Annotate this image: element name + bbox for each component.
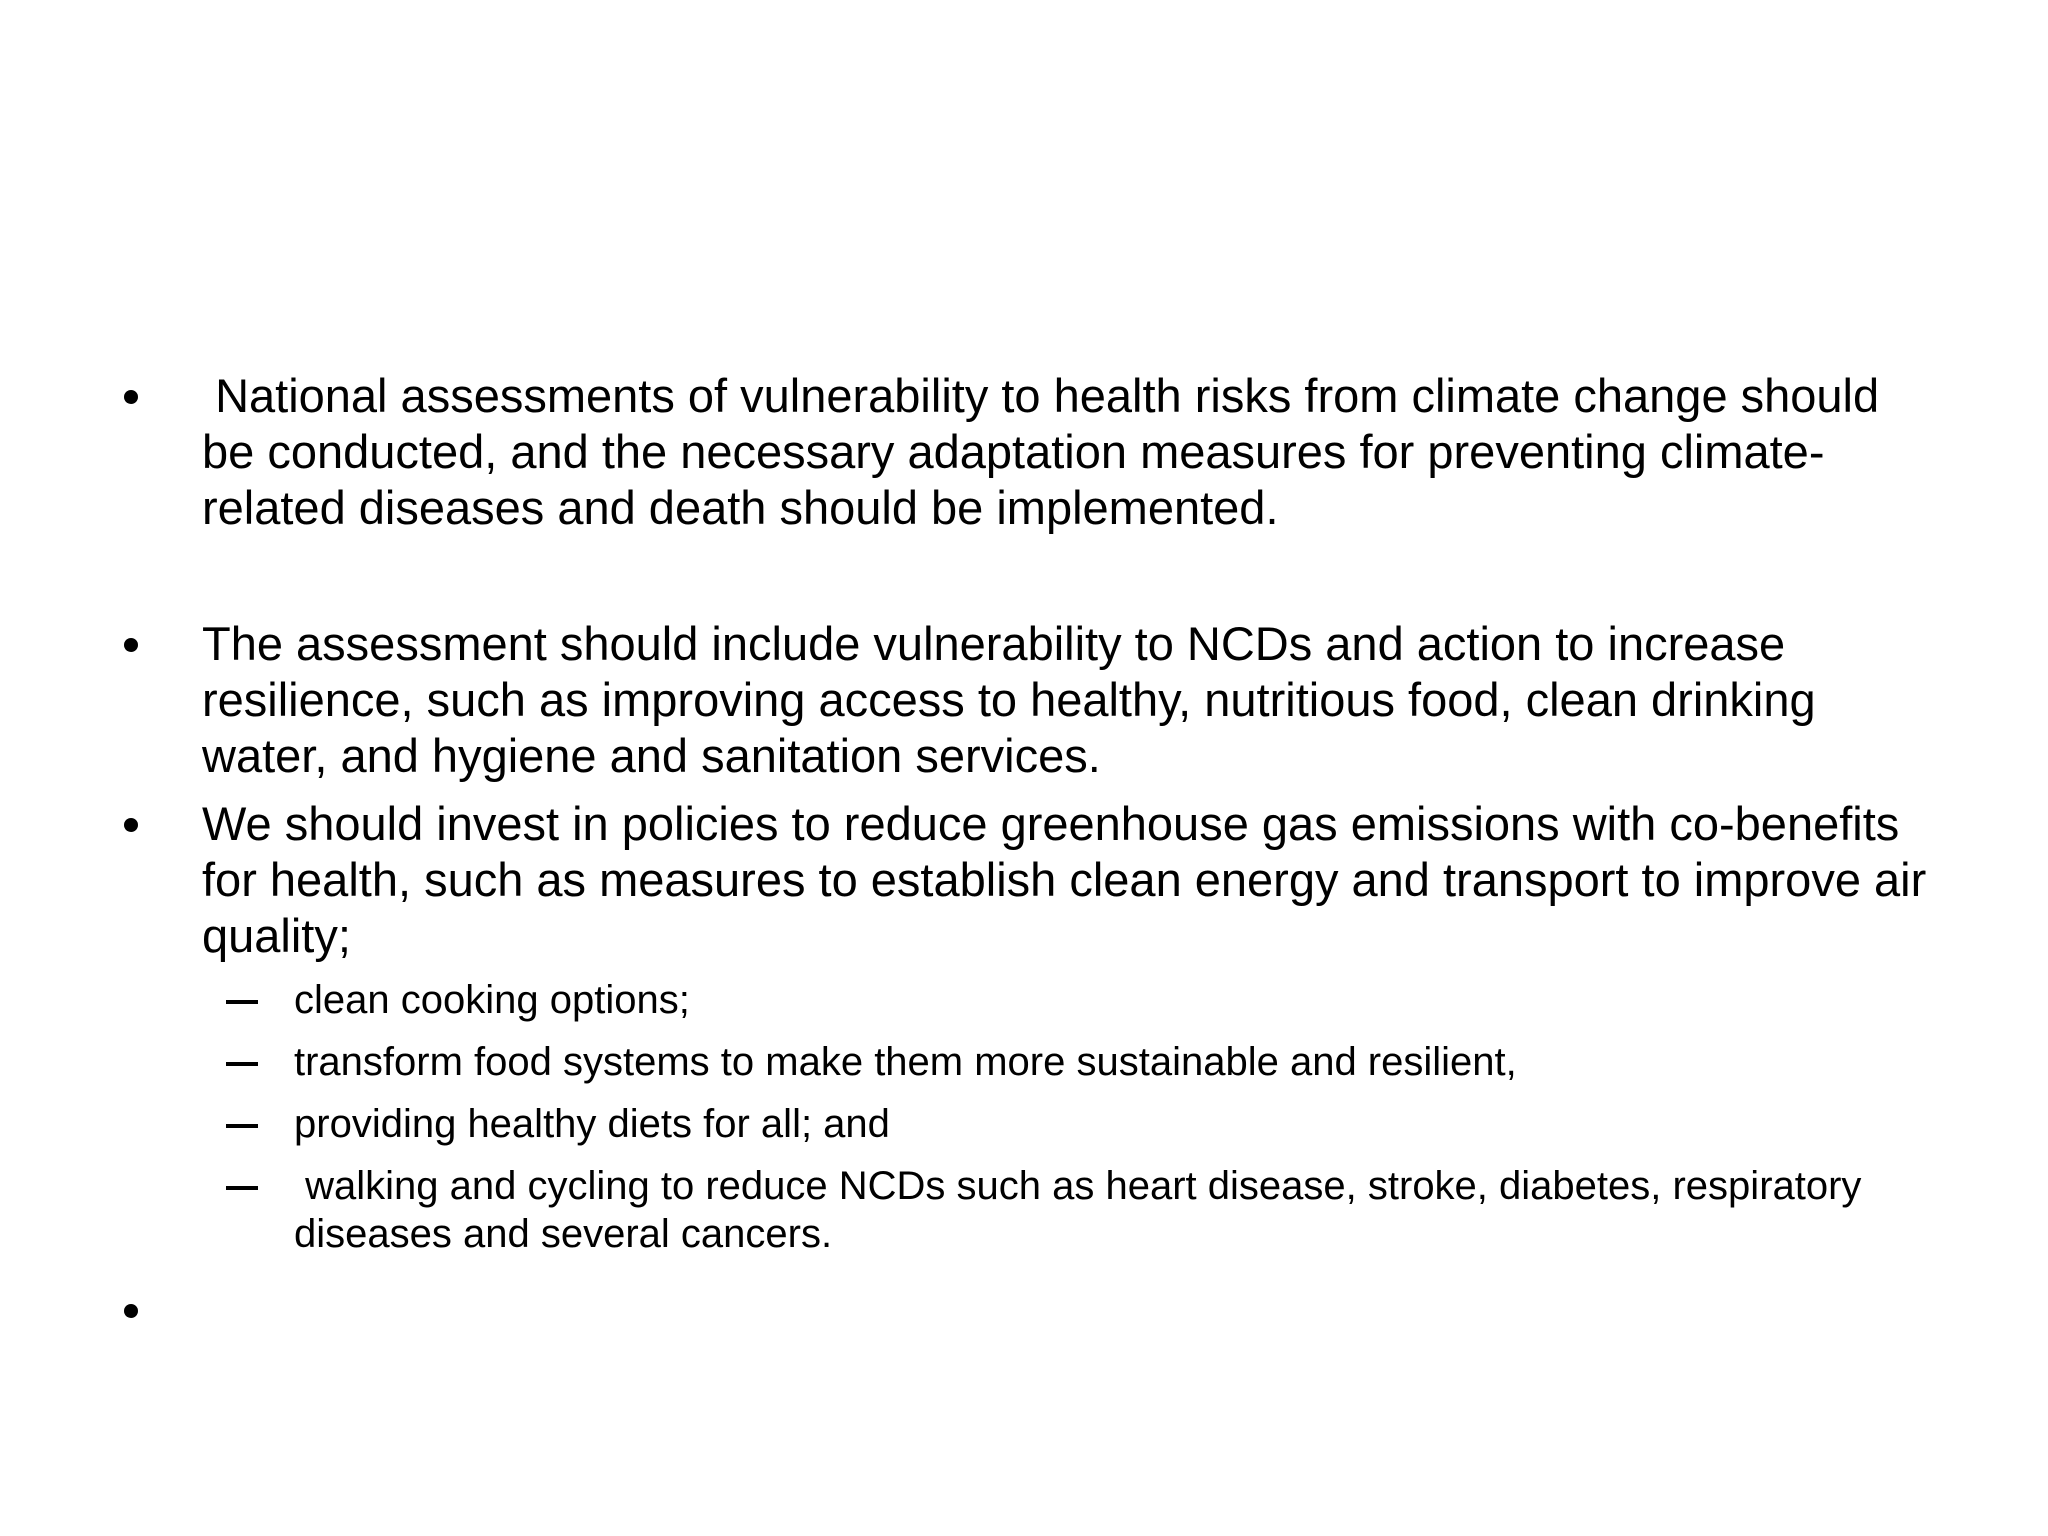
bullet-text-2: The assessment should include vulnerability to NCDs and action to increase resilience, such as improving access to healthy, nutritious food, clean drinking water, and hygiene and sanitation services. — [202, 617, 1829, 782]
bullet-text-3: We should invest in policies to reduce greenhouse gas emissions with co-benefits for health, such as measures to establish clean energy and transport to improve air quality; — [202, 797, 1940, 962]
sub-bullet-text-4: walking and cycling to reduce NCDs such as heart disease, stroke, diabetes, respiratory diseases and several cancers. — [294, 1164, 1873, 1256]
bullet-dot-icon — [124, 1304, 138, 1318]
bullet-dot-icon — [124, 818, 138, 832]
sub-bullet-text-2: transform food systems to make them more sustainable and resilient, — [294, 1040, 1517, 1084]
dash-icon — [226, 1062, 258, 1066]
dash-icon — [226, 1000, 258, 1004]
dash-icon — [226, 1124, 258, 1128]
sub-bullet-text-3: providing healthy diets for all; and — [294, 1102, 890, 1146]
bullet-text-1: National assessments of vulnerability to health risks from climate change should be conducted, and the necessary adaptation measures for preventing climate-related diseases and death should be implemented. — [202, 369, 1893, 534]
bullet-dot-icon — [124, 638, 138, 652]
sub-bullet-text-1: clean cooking options; — [294, 978, 690, 1022]
bullet-dot-icon — [124, 390, 138, 404]
dash-icon — [226, 1186, 258, 1190]
